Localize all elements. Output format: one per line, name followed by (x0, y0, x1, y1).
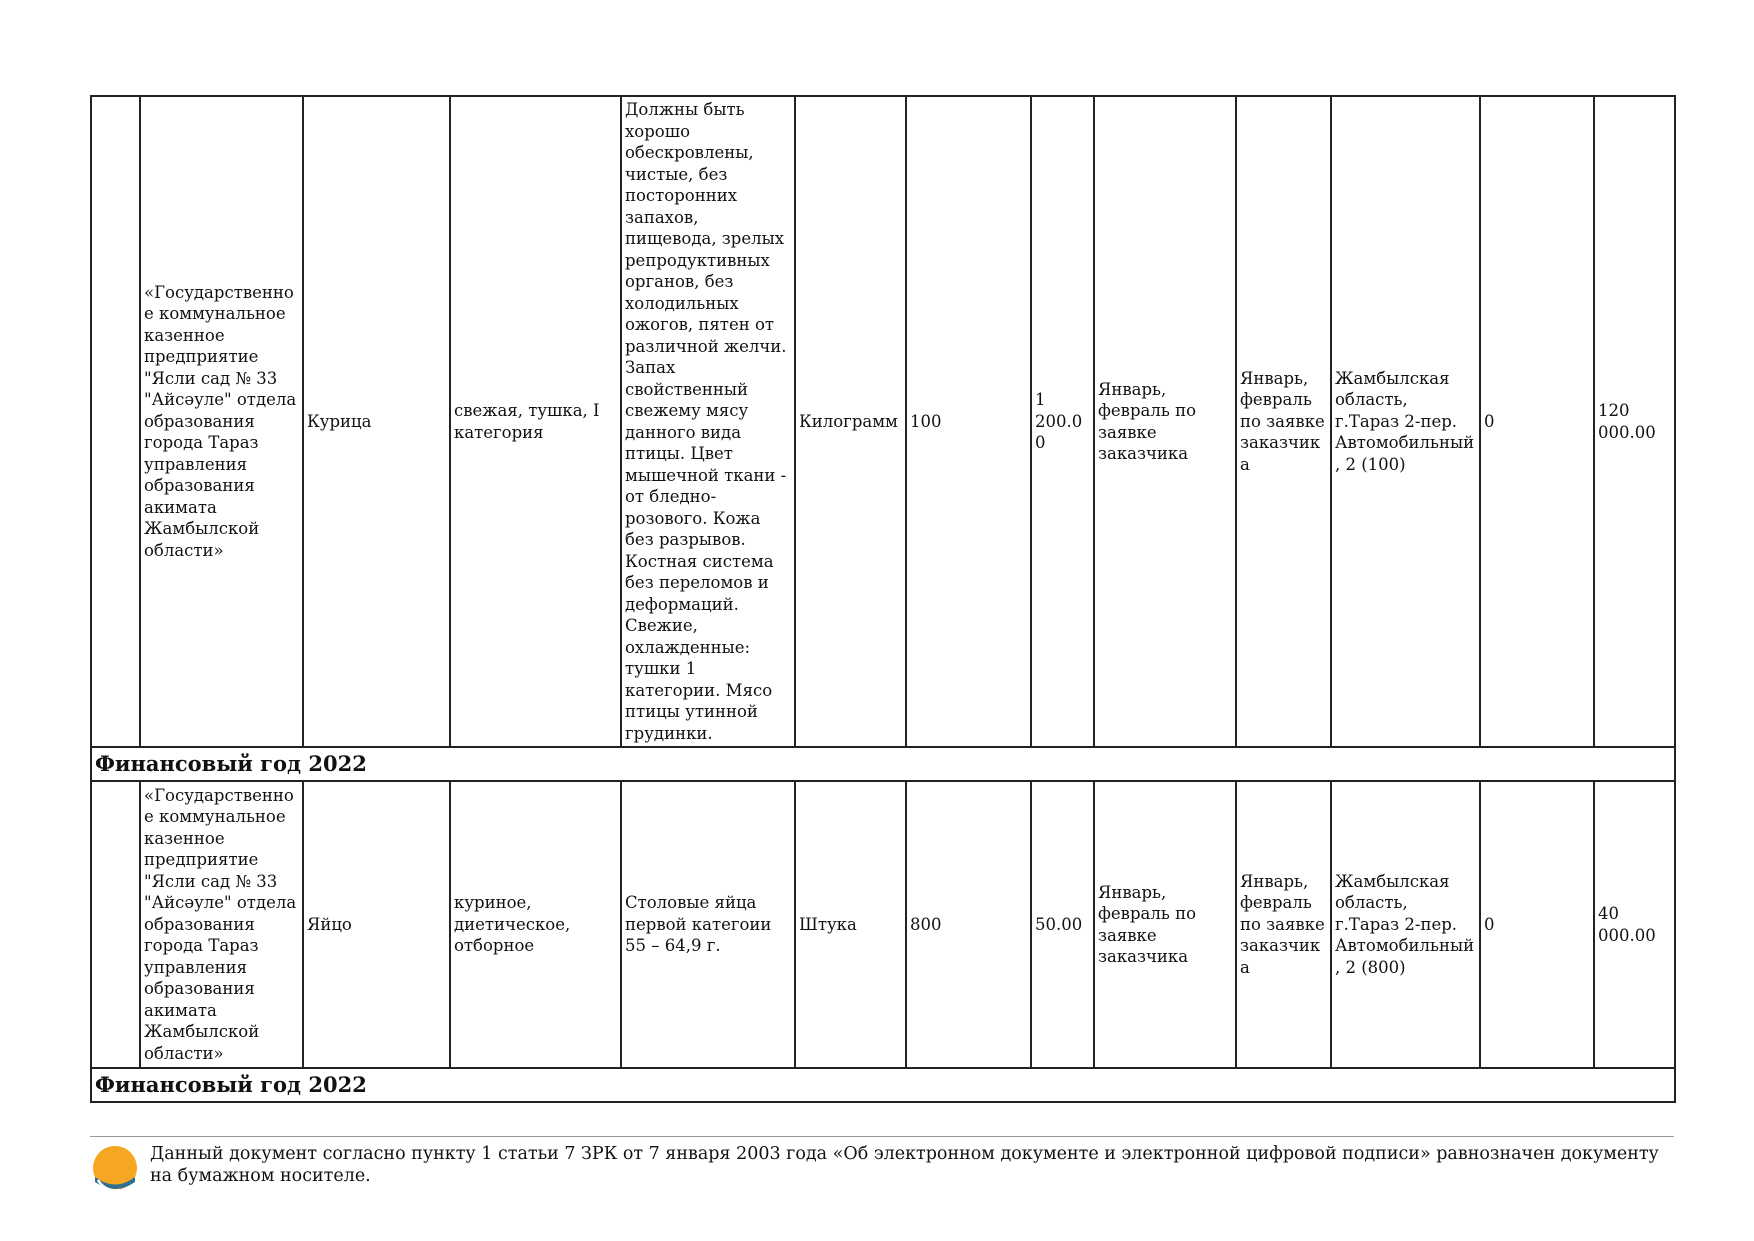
financial-year-label: Финансовый год 2022 (91, 1068, 1675, 1102)
advance-cell: 0 (1480, 781, 1594, 1068)
price-cell: 50.00 (1031, 781, 1094, 1068)
quantity-cell: 800 (906, 781, 1031, 1068)
unit-cell: Килограмм (795, 96, 906, 747)
total-cell: 40 000.00 (1594, 781, 1675, 1068)
characteristic-cell: свежая, тушка, I категория (450, 96, 621, 747)
description-cell: Должны быть хорошо обескровлены, чистые, без посторонних запахов, пищевода, зрелых репродуктивных органов, без холодильных ожогов, пятен от различной желчи. Запах свойственный свежему мясу данного вида птицы. Цвет мышечной ткани - от бледно-розового. Кожа без разрывов. Костная система без переломов и деформаций. Свежие, охлажденные: тушки 1 категории. Мясо птицы утинной грудинки. (621, 96, 795, 747)
egov-seal-icon (90, 1144, 140, 1194)
footer (90, 1142, 1674, 1194)
financial-year-row (91, 1068, 1675, 1102)
footer-divider (90, 1136, 1674, 1137)
unit-cell: Штука (795, 781, 906, 1068)
description-cell: Столовые яйца первой категоии 55 – 64,9 г. (621, 781, 795, 1068)
quantity-cell: 100 (906, 96, 1031, 747)
financial-year-row (91, 747, 1675, 781)
delivery-terms-cell: Январь, февраль по заявке заказчика (1236, 96, 1331, 747)
legal-notice-text: Данный документ согласно пункту 1 статьи 7 ЗРК от 7 января 2003 года «Об электронном документе и электронной цифровой подписи» равнозначен документу на бумажном носителе. (150, 1144, 1659, 1186)
price-cell: 1 200.00 (1031, 96, 1094, 747)
total-cell: 120 000.00 (1594, 96, 1675, 747)
item-name-cell: Курица (303, 96, 450, 747)
row-number-cell (91, 781, 140, 1068)
delivery-terms-cell: Январь, февраль по заявке заказчика (1236, 781, 1331, 1068)
delivery-place-cell: Жамбылская область, г.Тараз 2-пер. Автомобильный, 2 (800) (1331, 781, 1480, 1068)
advance-cell: 0 (1480, 96, 1594, 747)
customer-cell: «Государственное коммунальное казенное предприятие "Ясли сад № 33 "Айсәуле" отдела образования города Тараз управления образования акимата Жамбылской области» (140, 781, 303, 1068)
table-row (91, 781, 1675, 1068)
row-number-cell (91, 96, 140, 747)
delivery-period-cell: Январь, февраль по заявке заказчика (1094, 96, 1236, 747)
procurement-table (90, 95, 1676, 1103)
table-row (91, 96, 1675, 747)
delivery-period-cell: Январь, февраль по заявке заказчика (1094, 781, 1236, 1068)
item-name-cell: Яйцо (303, 781, 450, 1068)
characteristic-cell: куриное, диетическое, отборное (450, 781, 621, 1068)
financial-year-label: Финансовый год 2022 (91, 747, 1675, 781)
delivery-place-cell: Жамбылская область, г.Тараз 2-пер. Автомобильный, 2 (100) (1331, 96, 1480, 747)
customer-cell: «Государственное коммунальное казенное предприятие "Ясли сад № 33 "Айсәуле" отдела образования города Тараз управления образования акимата Жамбылской области» (140, 96, 303, 747)
